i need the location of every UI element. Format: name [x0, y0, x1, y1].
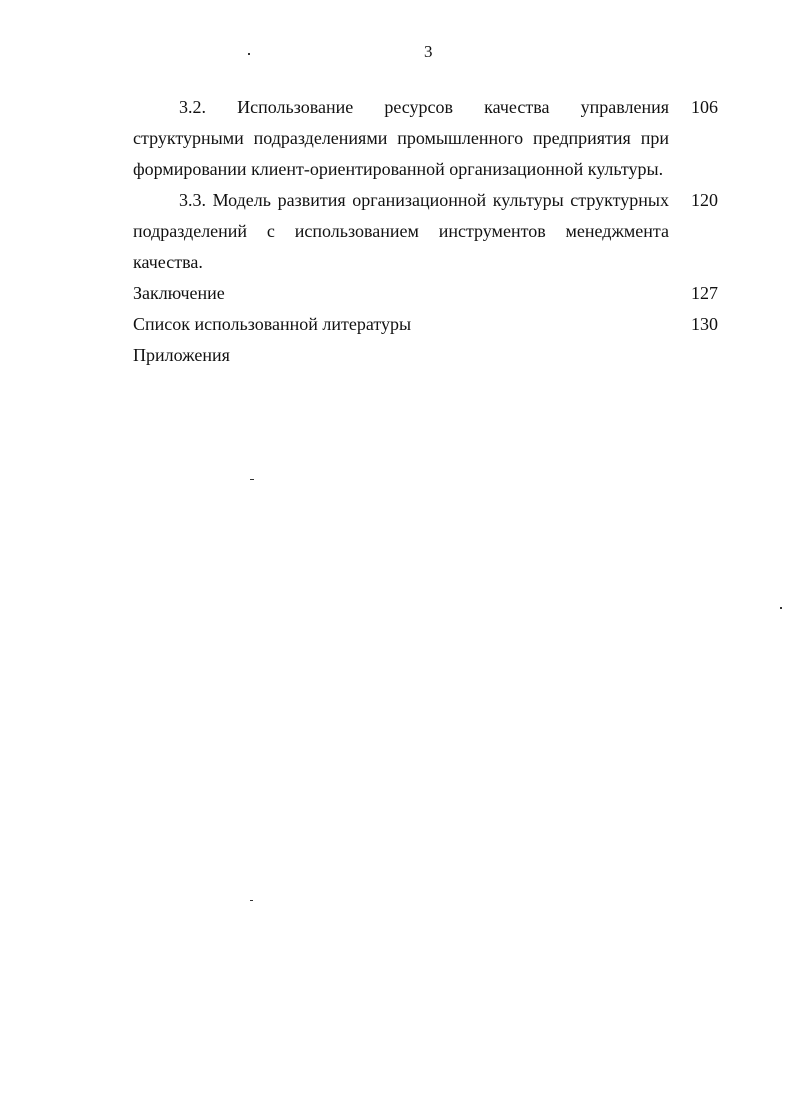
toc-entry-text: 3.2. Использование ресурсов качества управления структурными подразделениями промышленного предприятия при формировании клиент-ориентированной организационной культуры.: [133, 97, 669, 179]
toc-entry-page: 127: [691, 283, 718, 303]
toc-entry-page: 130: [691, 314, 718, 334]
toc-entry-text: Список использованной литературы: [133, 314, 412, 334]
table-of-contents: [133, 92, 718, 371]
toc-entry-appendices: [133, 340, 718, 371]
toc-entry-references: [133, 309, 718, 340]
toc-entry-text: 3.3. Модель развития организационной культуры структурных подразделений с использованием инструментов менеджмента качества.: [133, 190, 669, 272]
scan-speck: [250, 479, 254, 480]
toc-entry-3-3: [133, 185, 718, 278]
page-number: 3: [424, 42, 433, 61]
toc-entry-page: 120: [691, 190, 718, 210]
scan-speck: [250, 900, 253, 901]
toc-entry-conclusion: [133, 278, 718, 309]
scan-speck: [780, 607, 782, 609]
toc-entry-page: 106: [691, 97, 718, 117]
toc-entry-3-2: [133, 92, 718, 185]
toc-entry-text: Заключение: [133, 283, 225, 303]
toc-entry-text: Приложения: [133, 345, 230, 365]
scan-speck: [248, 53, 250, 55]
